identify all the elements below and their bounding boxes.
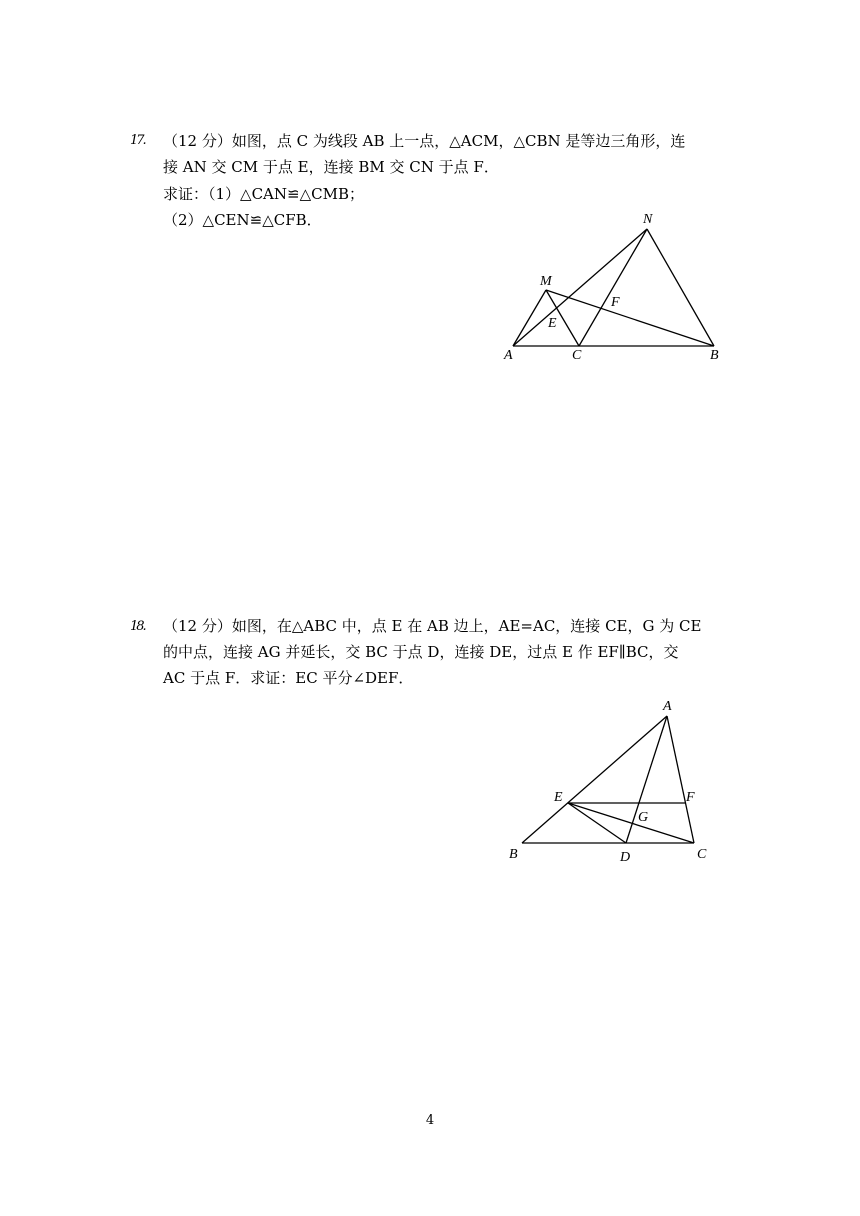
q17-number: 17. [130, 133, 145, 148]
q18-text-line3: AC 于点 F．求证：EC 平分∠DEF． [163, 669, 414, 687]
q17-label-a: A [504, 348, 513, 363]
q18-label-g: G [638, 810, 649, 825]
q17-label-n: N [643, 212, 653, 227]
q17-label-e: E [548, 316, 557, 331]
q17-label-m: M [540, 274, 552, 289]
q18-label-b: B [509, 847, 518, 862]
q18-segment-ec [568, 803, 694, 843]
q18-number: 18. [130, 619, 145, 634]
q18-segment-ed [568, 803, 626, 843]
page-number: 4 [425, 1113, 435, 1128]
q18-label-f: F [686, 790, 695, 805]
q17-label-b: B [710, 348, 719, 363]
q18-label-d: D [620, 850, 631, 865]
q18-segment-ac [667, 716, 694, 843]
q17-label-c: C [572, 348, 582, 363]
q18-text-line2: 的中点，连接 AG 并延长，交 BC 于点 D，连接 DE，过点 E 作 EF∥BC，交 [163, 643, 679, 661]
q17-text-line4: （2）△CEN≌△CFB． [163, 211, 322, 229]
q18-label-c: C [697, 847, 707, 862]
q17-text-line3: 求证：（1）△CAN≌△CMB； [163, 185, 364, 203]
q17-label-f: F [611, 295, 620, 310]
q18-label-a: A [663, 699, 672, 714]
q18-label-e: E [554, 790, 563, 805]
q17-text-line1: （12 分）如图，点 C 为线段 AB 上一点，△ACM，△CBN 是等边三角形，连 [163, 132, 686, 150]
q18-text-line1: （12 分）如图，在△ABC 中，点 E 在 AB 边上，AE=AC，连接 CE，G 为 CE [163, 617, 702, 635]
q17-text-line2: 接 AN 交 CM 于点 E，连接 BM 交 CN 于点 F． [163, 158, 499, 176]
